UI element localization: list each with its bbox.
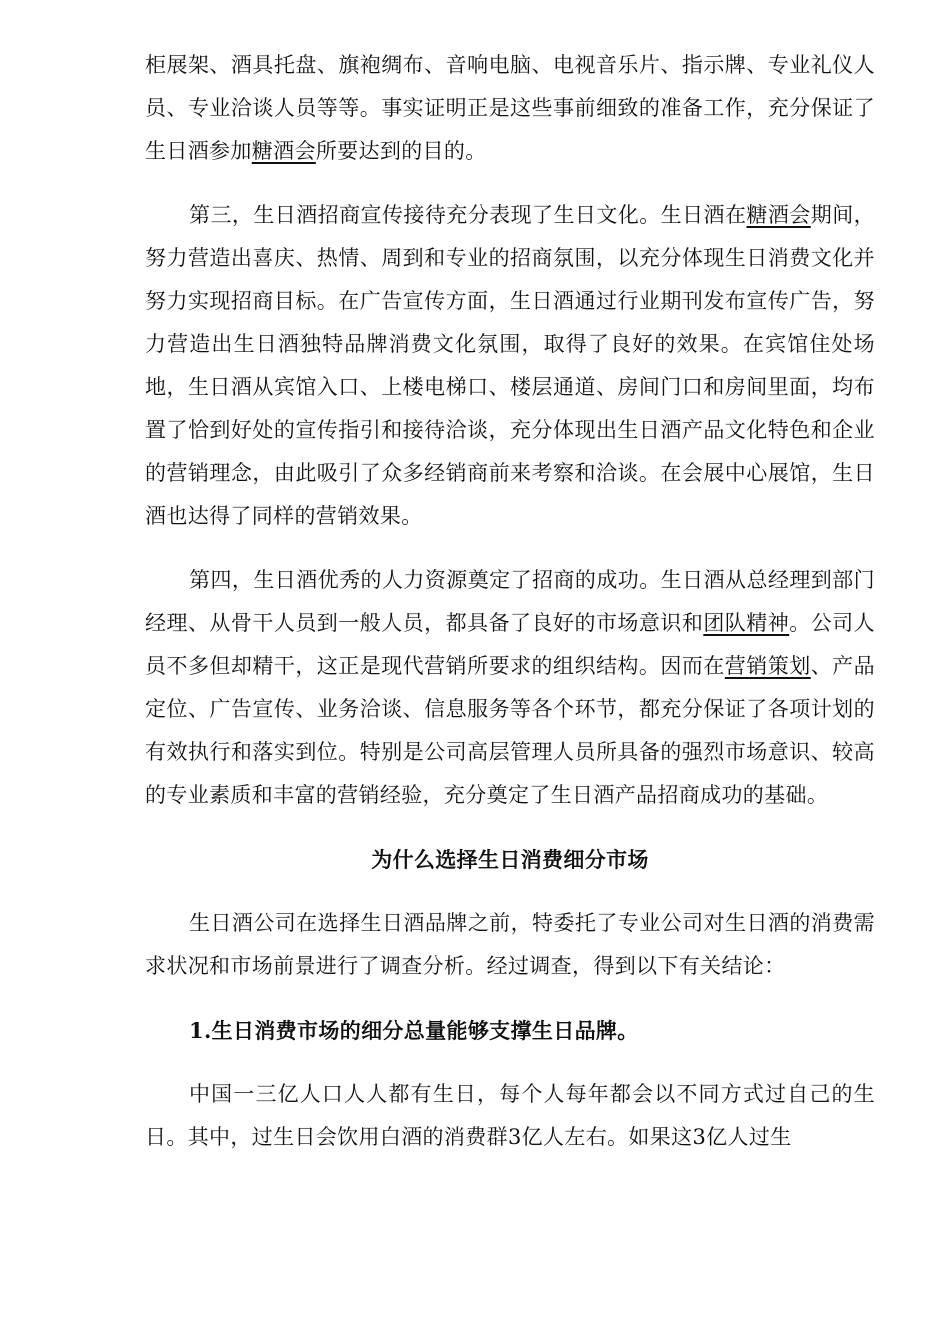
document-page (145, 44, 875, 1159)
paragraph-survey: 生日酒公司在选择生日酒品牌之前，特委托了专业公司对生日酒的消费需求状况和市场前景进行了调查分析。经过调查，得到以下有关结论： (145, 911, 875, 978)
paragraph-third-point (145, 194, 875, 538)
paragraph-population: 中国一三亿人口人人都有生日，每个人每年都会以不同方式过自己的生日。其中，过生日会饮用白酒的消费群3亿人左右。如果这3亿人过生 (145, 1082, 875, 1149)
paragraph-preparation (145, 44, 875, 173)
link-tangjiuhui[interactable]: 糖酒会 (251, 139, 316, 163)
text-run: 所要达到的目的。 (315, 139, 487, 163)
text-run: 。公司人员不多但却精干，这正是现代营销所要求的组织结构。因而在 (145, 611, 875, 678)
text-run: 第三，生日酒招商宣传接待充分表现了生日文化。生日酒在 (189, 203, 747, 227)
link-tangjiuhui[interactable]: 糖酒会 (746, 203, 811, 227)
link-marketing-planning[interactable]: 营销策划 (724, 654, 811, 678)
text-run: 期间，努力营造出喜庆、热情、周到和专业的招商氛围，以充分体现生日消费文化并努力实现招商目标。在广告宣传方面，生日酒通过行业期刊发布宣传广告，努力营造出生日酒独特品牌消费文化氛围，取得了良好的效果。在宾馆住处场地，生日酒从宾馆入口、上楼电梯口、楼层通道、房间门口和房间里面，均布置了恰到好处的宣传指引和接待洽谈，充分体现出生日酒产品文化特色和企业的营销理念，由此吸引了众多经销商前来考察和洽谈。在会展中心展馆，生日酒也达得了同样的营销效果。 (145, 203, 875, 528)
text-run: 第四，生日酒优秀的人力资源奠定了招商的成功。生日酒从总经理到部门经理、从骨干人员到一般人员，都具备了良好的市场意识和 (145, 568, 875, 635)
section-heading: 为什么选择生日消费细分市场 (371, 847, 649, 872)
subheading-market-size: 1.生日消费市场的细分总量能够支撑生日品牌。 (189, 1018, 639, 1043)
text-run: 柜展架、酒具托盘、旗袍绸布、音响电脑、电视音乐片、指示牌、专业礼仪人员、专业洽谈人员等等。事实证明正是这些事前细致的准备工作，充分保证了生日酒参加 (145, 53, 875, 163)
link-team-spirit[interactable]: 团队精神 (703, 611, 790, 635)
text-run: 、产品定位、广告宣传、业务洽谈、信息服务等各个环节，都充分保证了各项计划的有效执行和落实到位。特别是公司高层管理人员所具备的强烈市场意识、较高的专业素质和丰富的营销经验，充分奠定了生日酒产品招商成功的基础。 (145, 654, 876, 807)
paragraph-fourth-point (145, 559, 875, 817)
